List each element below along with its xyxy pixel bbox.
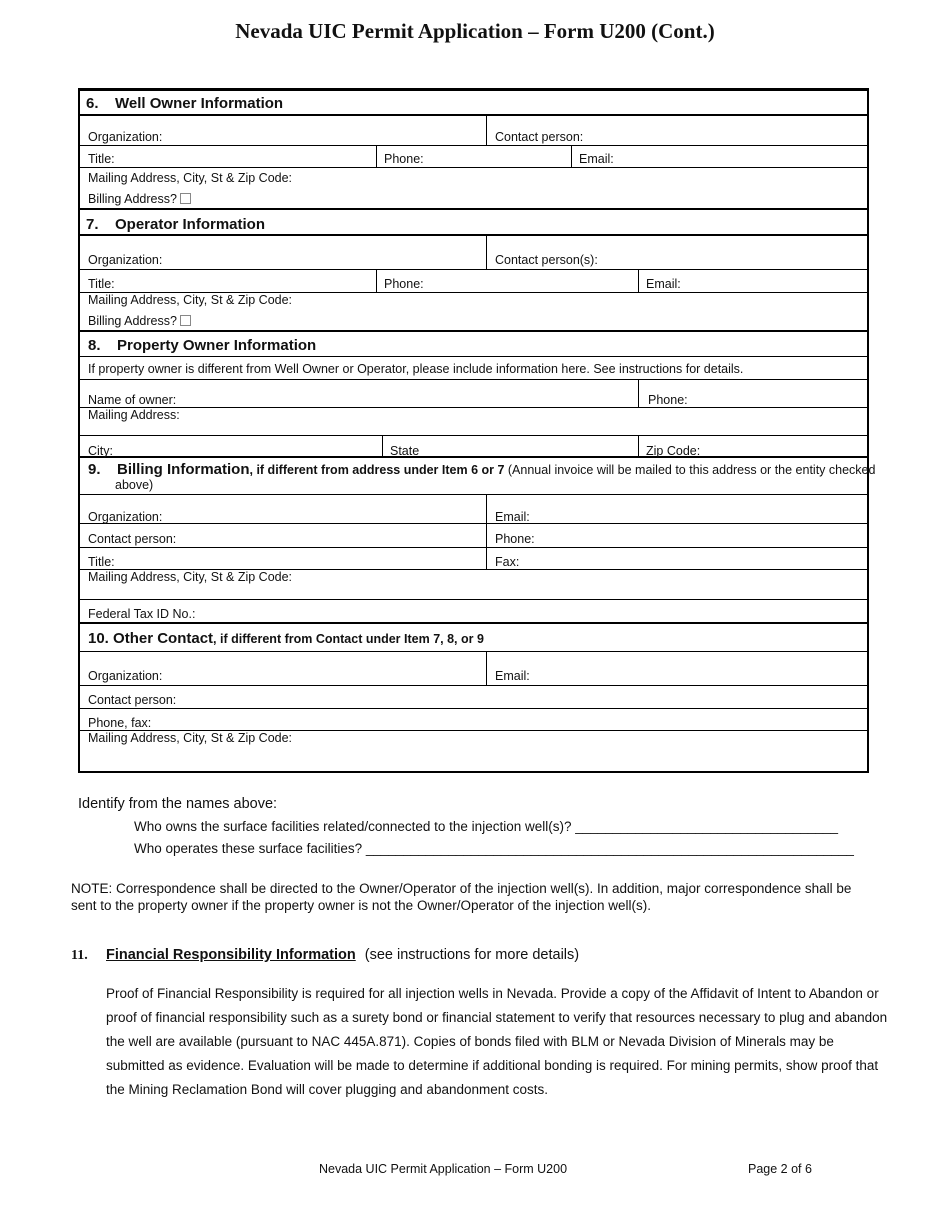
section-note-continued: above) (115, 478, 154, 492)
contact-person-field[interactable]: Contact person(s): (495, 253, 598, 267)
checkbox-icon[interactable] (180, 193, 191, 204)
section-9-row-org (80, 495, 867, 524)
section-number: 9. (88, 461, 101, 478)
section-title: Other Contact (113, 630, 214, 647)
phone-field[interactable]: Phone: (384, 277, 424, 291)
name-of-owner-field[interactable]: Name of owner: (88, 393, 177, 407)
section-7-row-org (80, 236, 867, 270)
mailing-address-field[interactable]: Mailing Address, City, St & Zip Code: (88, 570, 293, 584)
email-field[interactable]: Email: (495, 669, 530, 683)
state-field[interactable]: State (390, 444, 420, 458)
section-8-header (80, 332, 867, 357)
section-number: 10. (88, 630, 109, 647)
phone-field[interactable]: Phone: (648, 393, 688, 407)
page-title: Nevada UIC Permit Application – Form U200 (Cont.) (235, 19, 715, 43)
section-9-row-contact (80, 524, 867, 548)
mailing-address-field[interactable]: Mailing Address, City, St & Zip Code: (88, 731, 293, 745)
section-6-header (80, 91, 867, 116)
phone-field[interactable]: Phone: (495, 532, 535, 546)
mailing-address-field[interactable]: Mailing Address, City, St & Zip Code: (88, 171, 293, 185)
section-subtitle: , if different from Contact under Item 7, 8, or 9 (213, 632, 484, 646)
section-title: Billing Information (117, 461, 250, 478)
organization-field[interactable]: Organization: (88, 510, 163, 524)
surface-operator-question[interactable]: Who operates these surface facilities? _________________________________________________________________ (134, 841, 854, 856)
phone-field[interactable]: Phone: (384, 152, 424, 166)
section-subtitle: , if different from address under Item 6 or 7 (249, 463, 505, 477)
section-6-row-mailing (80, 168, 867, 210)
section-8-row-mailing (80, 408, 867, 436)
section-number: 11. (71, 948, 88, 963)
section-11-header (71, 946, 579, 964)
contact-person-field[interactable]: Contact person: (88, 532, 177, 546)
phone-fax-field[interactable]: Phone, fax: (88, 716, 152, 730)
identify-heading: Identify from the names above: (78, 796, 278, 812)
surface-owner-question[interactable]: Who owns the surface facilities related/connected to the injection well(s)? ___________________________________ (134, 819, 839, 834)
email-field[interactable]: Email: (579, 152, 614, 166)
organization-field[interactable]: Organization: (88, 130, 163, 144)
title-field[interactable]: Title: (88, 277, 115, 291)
mailing-address-field[interactable]: Mailing Address, City, St & Zip Code: (88, 293, 293, 307)
section-9-row-mailing (80, 570, 867, 600)
billing-address-checkbox[interactable] (88, 192, 191, 206)
organization-field[interactable]: Organization: (88, 253, 163, 267)
section-6-row-org (80, 116, 867, 146)
zip-code-field[interactable]: Zip Code: (646, 444, 701, 458)
billing-address-label: Billing Address? (88, 314, 177, 328)
section-7-row-mailing (80, 293, 867, 332)
section-9-header (80, 458, 876, 495)
section-10-row-phone (80, 709, 867, 731)
federal-tax-id-field[interactable]: Federal Tax ID No.: (88, 607, 196, 621)
section-title: Financial Responsibility Information (106, 947, 356, 963)
title-field[interactable]: Title: (88, 152, 115, 166)
mailing-address-field[interactable]: Mailing Address: (88, 408, 180, 422)
section-title: Well Owner Information (115, 95, 284, 112)
city-field[interactable]: City: (88, 444, 113, 458)
note-line-1: NOTE: Correspondence shall be directed to the Owner/Operator of the injection well(s). In addition, major correspondence shall be (71, 881, 852, 896)
checkbox-icon[interactable] (180, 315, 191, 326)
section-number: 6. (86, 95, 99, 112)
section-7-row-title (80, 270, 867, 293)
section-number: 8. (88, 337, 101, 354)
section-number: 7. (86, 216, 99, 233)
contact-person-field[interactable]: Contact person: (495, 130, 584, 144)
contact-form-table (78, 88, 876, 773)
section-7-header (80, 210, 867, 236)
organization-field[interactable]: Organization: (88, 669, 163, 683)
section-title: Property Owner Information (117, 337, 317, 354)
section-8-row-owner (80, 380, 867, 408)
section-6-row-title (80, 146, 867, 168)
email-field[interactable]: Email: (646, 277, 681, 291)
section-10-row-org (80, 652, 867, 686)
email-field[interactable]: Email: (495, 510, 530, 524)
fax-field[interactable]: Fax: (495, 555, 520, 569)
section-10-header (80, 624, 867, 652)
financial-responsibility-text: Proof of Financial Responsibility is required for all injection wells in Nevada. Provide a copy of the Affidavit of Intent to Abandon or proof of financial responsibility such as a surety bond or financial statement to verify that resources necessary to plug and abandon the well are available (pursuant to NAC 445A.871). Copies of bonds filed with BLM or Nevada Division of Minerals may be submitted as evidence. Evaluation will be made to determine if additional bonding is required. For mining permits, show proof that the Mining Reclamation Bond will cover plugging and abandonment costs. (106, 986, 888, 1097)
billing-address-label: Billing Address? (88, 192, 177, 206)
section-note: (Annual invoice will be mailed to this address or the entity checked (504, 463, 876, 477)
instructions-text: If property owner is different from Well Owner or Operator, please include information here. See instructions for details. (88, 362, 744, 376)
title-field[interactable]: Title: (88, 555, 115, 569)
billing-address-checkbox[interactable] (88, 314, 191, 328)
section-8-row-city (80, 436, 867, 458)
footer-page-number: Page 2 of 6 (748, 1162, 812, 1176)
section-9-row-tax (80, 600, 867, 624)
section-8-instructions (80, 357, 867, 380)
section-subtitle: (see instructions for more details) (364, 947, 580, 963)
footer-form-name: Nevada UIC Permit Application – Form U200 (319, 1162, 568, 1176)
note-line-2: sent to the property owner if the property owner is not the Owner/Operator of the injection well(s). (71, 898, 652, 913)
section-10-row-contact (80, 686, 867, 709)
section-title: Operator Information (115, 216, 266, 233)
section-9-row-title (80, 548, 867, 570)
contact-person-field[interactable]: Contact person: (88, 693, 177, 707)
section-10-row-mailing (80, 731, 867, 773)
